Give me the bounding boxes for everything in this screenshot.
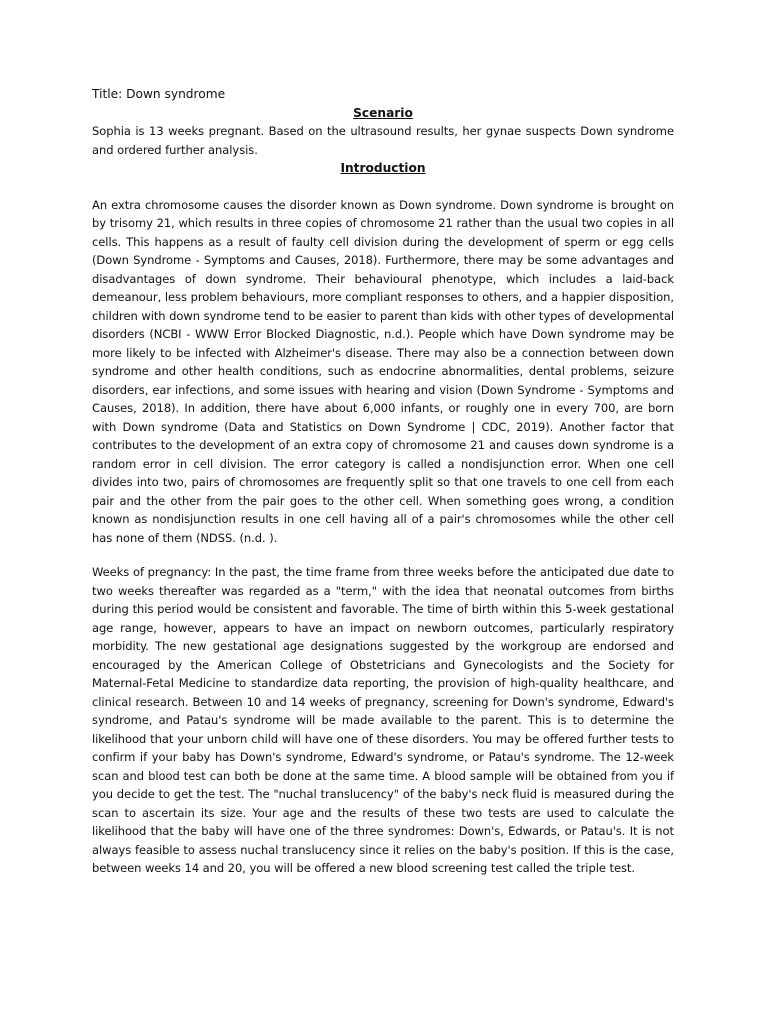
scenario-heading: Scenario [353,105,413,120]
spacer [92,547,674,563]
introduction-heading: Introduction [340,161,426,175]
scenario-paragraph: Sophia is 13 weeks pregnant. Based on the ultrasound results, her gynae suspects Down syndrome and ordered further analysis. [92,124,674,157]
document-title: Title: Down syndrome [92,87,226,101]
weeks-of-pregnancy-paragraph: Weeks of pregnancy: In the past, the time frame from three weeks before the anticipated due date to two weeks thereafter was regarded as a "term," with the idea that neonatal outcomes from births during this period would be consistent and favorable. The time of birth within this 5-week gestational age range, however, appears to have an impact on newborn outcomes, particularly respiratory morbidity. The new gestational age designations suggested by the workgroup are endorsed and encouraged by the American College of Obstetricians and Gynecologists and the Society for Maternal-Fetal Medicine to standardize data reporting, the provision of high-quality healthcare, and clinical research. Between 10 and 14 weeks of pregnancy, screening for Down's syndrome, Edward's syndrome, and Patau's syndrome will be made available to the parent. This is to determine the likelihood that your unborn child will have one of these disorders. You may be offered further tests to confirm if your baby has Down's syndrome, Edward's syndrome, or Patau's syndrome. The 12-week scan and blood test can both be done at the same time. A blood sample will be obtained from you if you decide to get the test. The "nuchal translucency" of the baby's neck fluid is measured during the scan to ascertain its size. Your age and the results of these two tests are used to calculate the likelihood that the baby will have one of the three syndromes: Down's, Edwards, or Patau's. It is not always feasible to assess nuchal translucency since it relies on the baby's position. If this is the case, between weeks 14 and 20, you will be offered a new blood screening test called the triple test. [92,565,674,875]
introduction-paragraph: An extra chromosome causes the disorder known as Down syndrome. Down syndrome is brought on by trisomy 21, which results in three copies of chromosome 21 rather than the usual two copies in all cells. This happens as a result of faulty cell division during the development of sperm or egg cells (Down Syndrome - Symptoms and Causes, 2018). Furthermore, there may be some advantages and disadvantages of down syndrome. Their behavioural phenotype, which includes a laid-back demeanour, less problem behaviours, more compliant responses to others, and a happier disposition, children with down syndrome tend to be easier to parent than kids with other types of developmental disorders (NCBI - WWW Error Blocked Diagnostic, n.d.). People which have Down syndrome may be more likely to be infected with Alzheimer's disease. There may also be a connection between down syndrome and other health conditions, such as endocrine abnormalities, dental problems, seizure disorders, ear infections, and some issues with hearing and vision (Down Syndrome - Symptoms and Causes, 2018). In addition, there have about 6,000 infants, or roughly one in every 700, are born with Down syndrome (Data and Statistics on Down Syndrome | CDC, 2019). Another factor that contributes to the development of an extra copy of chromosome 21 and causes down syndrome is a random error in cell division. The error category is called a nondisjunction error. When one cell divides into two, pairs of chromosomes are frequently split so that one travels to one cell from each pair and the other from the pair goes to the other cell. When something goes wrong, a condition known as nondisjunction results in one cell having all of a pair's chromosomes while the other cell has none of them (NDSS. (n.d. ). [92,197,674,545]
spacer [92,178,674,196]
document-page [92,85,674,878]
